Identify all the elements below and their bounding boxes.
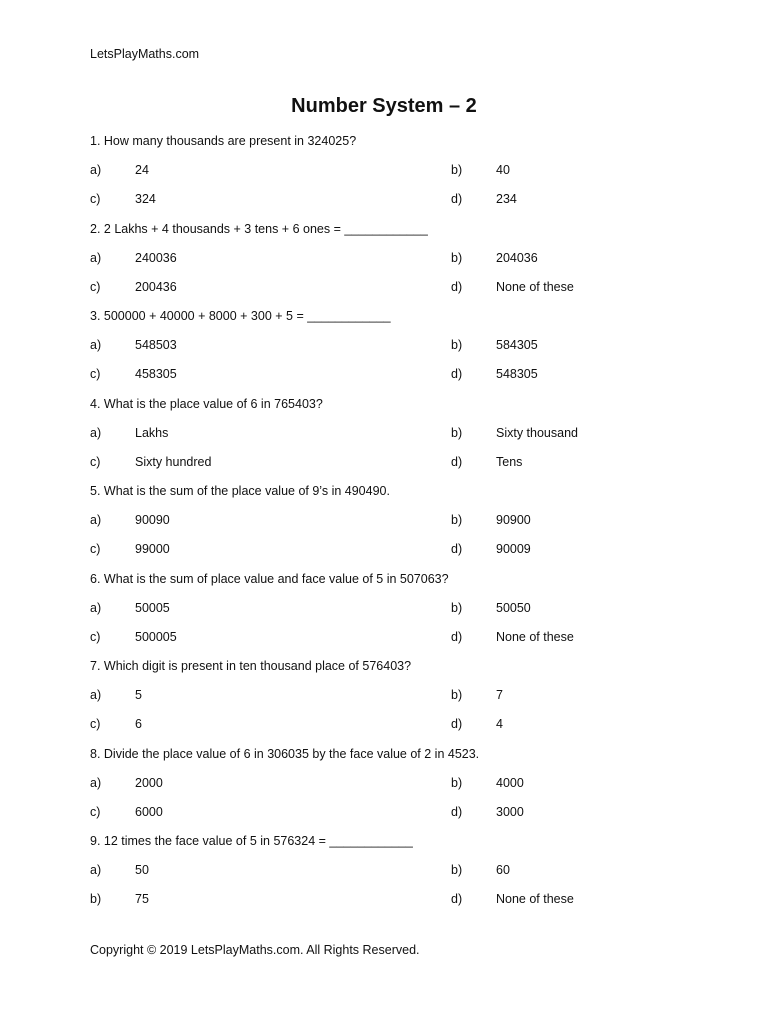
option-value: 7 — [496, 688, 503, 702]
option-letter: b) — [90, 892, 102, 906]
question-text: 2. 2 Lakhs + 4 thousands + 3 tens + 6 ones = ____________ — [90, 221, 428, 236]
option-row — [90, 251, 690, 269]
option-row — [90, 805, 690, 823]
option-row — [90, 863, 690, 881]
question-7 — [90, 659, 690, 747]
copyright-footer: Copyright © 2019 LetsPlayMaths.com. All Rights Reserved. — [90, 943, 420, 957]
option-row — [90, 601, 690, 619]
question-2 — [90, 222, 690, 310]
option-value: None of these — [496, 629, 574, 644]
option-value: 3000 — [496, 804, 524, 819]
question-9 — [90, 834, 690, 922]
option-letter: d) — [451, 192, 463, 206]
option-value: Sixty thousand — [496, 425, 578, 440]
option-value: 234 — [496, 192, 517, 206]
option-letter: c) — [90, 454, 101, 469]
option-value: 60 — [496, 863, 510, 877]
option-value: 240036 — [135, 250, 177, 265]
option-value: None of these — [496, 892, 574, 906]
option-letter: b) — [451, 250, 463, 265]
option-value: 40 — [496, 163, 510, 177]
option-value: None of these — [496, 279, 574, 294]
option-value: 24 — [135, 163, 149, 177]
option-letter: c) — [90, 192, 101, 206]
option-letter: b) — [451, 600, 463, 615]
option-letter: b) — [451, 863, 463, 877]
option-value: Lakhs — [135, 425, 169, 440]
option-value: 5 — [135, 688, 142, 702]
site-name: LetsPlayMaths.com — [90, 47, 200, 61]
option-letter: c) — [90, 367, 101, 381]
option-letter: b) — [451, 163, 463, 177]
option-letter: d) — [451, 717, 463, 731]
option-row — [90, 776, 690, 794]
option-value: Sixty hundred — [135, 454, 212, 469]
question-text: 1. How many thousands are present in 324025? — [90, 134, 357, 148]
option-letter: c) — [90, 629, 101, 644]
option-value: 584305 — [496, 338, 538, 352]
option-letter: b) — [451, 338, 463, 352]
option-letter: d) — [451, 804, 463, 819]
option-letter: c) — [90, 717, 101, 731]
option-value: 458305 — [135, 367, 177, 381]
question-text: 7. Which digit is present in ten thousand place of 576403? — [90, 659, 412, 673]
option-letter: c) — [90, 279, 101, 294]
option-letter: a) — [90, 688, 102, 702]
question-6 — [90, 572, 690, 660]
option-letter: b) — [451, 425, 463, 440]
option-letter: c) — [90, 804, 101, 819]
option-row — [90, 426, 690, 444]
option-value: 50050 — [496, 600, 531, 615]
option-row — [90, 455, 690, 473]
option-letter: a) — [90, 338, 102, 352]
option-letter: a) — [90, 425, 102, 440]
option-letter: d) — [451, 542, 463, 556]
question-list — [90, 134, 690, 922]
option-value: 90900 — [496, 513, 531, 527]
option-letter: d) — [451, 892, 463, 906]
question-5 — [90, 484, 690, 572]
option-value: 4000 — [496, 775, 524, 790]
option-value: 6000 — [135, 804, 163, 819]
option-value: 548305 — [496, 367, 538, 381]
option-value: 500005 — [135, 629, 177, 644]
option-row — [90, 717, 690, 735]
option-value: 6 — [135, 717, 142, 731]
option-row — [90, 688, 690, 706]
question-text: 9. 12 times the face value of 5 in 576324 = ____________ — [90, 834, 413, 848]
question-4 — [90, 397, 690, 485]
option-letter: c) — [90, 542, 101, 556]
option-letter: a) — [90, 775, 102, 790]
option-value: 2000 — [135, 775, 163, 790]
option-row — [90, 163, 690, 181]
option-value: 324 — [135, 192, 156, 206]
option-value: 90009 — [496, 542, 531, 556]
question-text: 3. 500000 + 40000 + 8000 + 300 + 5 = ____________ — [90, 309, 391, 323]
option-row — [90, 542, 690, 560]
option-value: 99000 — [135, 542, 170, 556]
option-row — [90, 630, 690, 648]
option-letter: d) — [451, 629, 463, 644]
question-text: 4. What is the place value of 6 in 765403? — [90, 396, 323, 411]
question-1 — [90, 134, 690, 222]
option-letter: a) — [90, 513, 102, 527]
option-letter: b) — [451, 513, 463, 527]
option-row — [90, 367, 690, 385]
option-letter: d) — [451, 367, 463, 381]
option-letter: a) — [90, 863, 102, 877]
option-value: 548503 — [135, 338, 177, 352]
option-letter: a) — [90, 163, 102, 177]
option-row — [90, 892, 690, 910]
option-value: 4 — [496, 717, 503, 731]
option-value: 50005 — [135, 600, 170, 615]
option-value: Tens — [496, 454, 523, 469]
question-text: 8. Divide the place value of 6 in 306035 by the face value of 2 in 4523. — [90, 746, 480, 761]
question-text: 6. What is the sum of place value and face value of 5 in 507063? — [90, 571, 449, 586]
option-letter: b) — [451, 688, 463, 702]
option-row — [90, 338, 690, 356]
question-3 — [90, 309, 690, 397]
option-letter: d) — [451, 279, 463, 294]
option-letter: b) — [451, 775, 463, 790]
option-value: 50 — [135, 863, 149, 877]
option-letter: a) — [90, 250, 102, 265]
option-row — [90, 192, 690, 210]
option-value: 75 — [135, 892, 149, 906]
question-8 — [90, 747, 690, 835]
question-text: 5. What is the sum of the place value of 9’s in 490490. — [90, 484, 390, 498]
option-value: 90090 — [135, 513, 170, 527]
option-row — [90, 280, 690, 298]
option-letter: d) — [451, 454, 463, 469]
page-title: Number System – 2 — [291, 95, 477, 117]
option-letter: a) — [90, 600, 102, 615]
option-value: 200436 — [135, 279, 177, 294]
option-row — [90, 513, 690, 531]
option-value: 204036 — [496, 250, 538, 265]
